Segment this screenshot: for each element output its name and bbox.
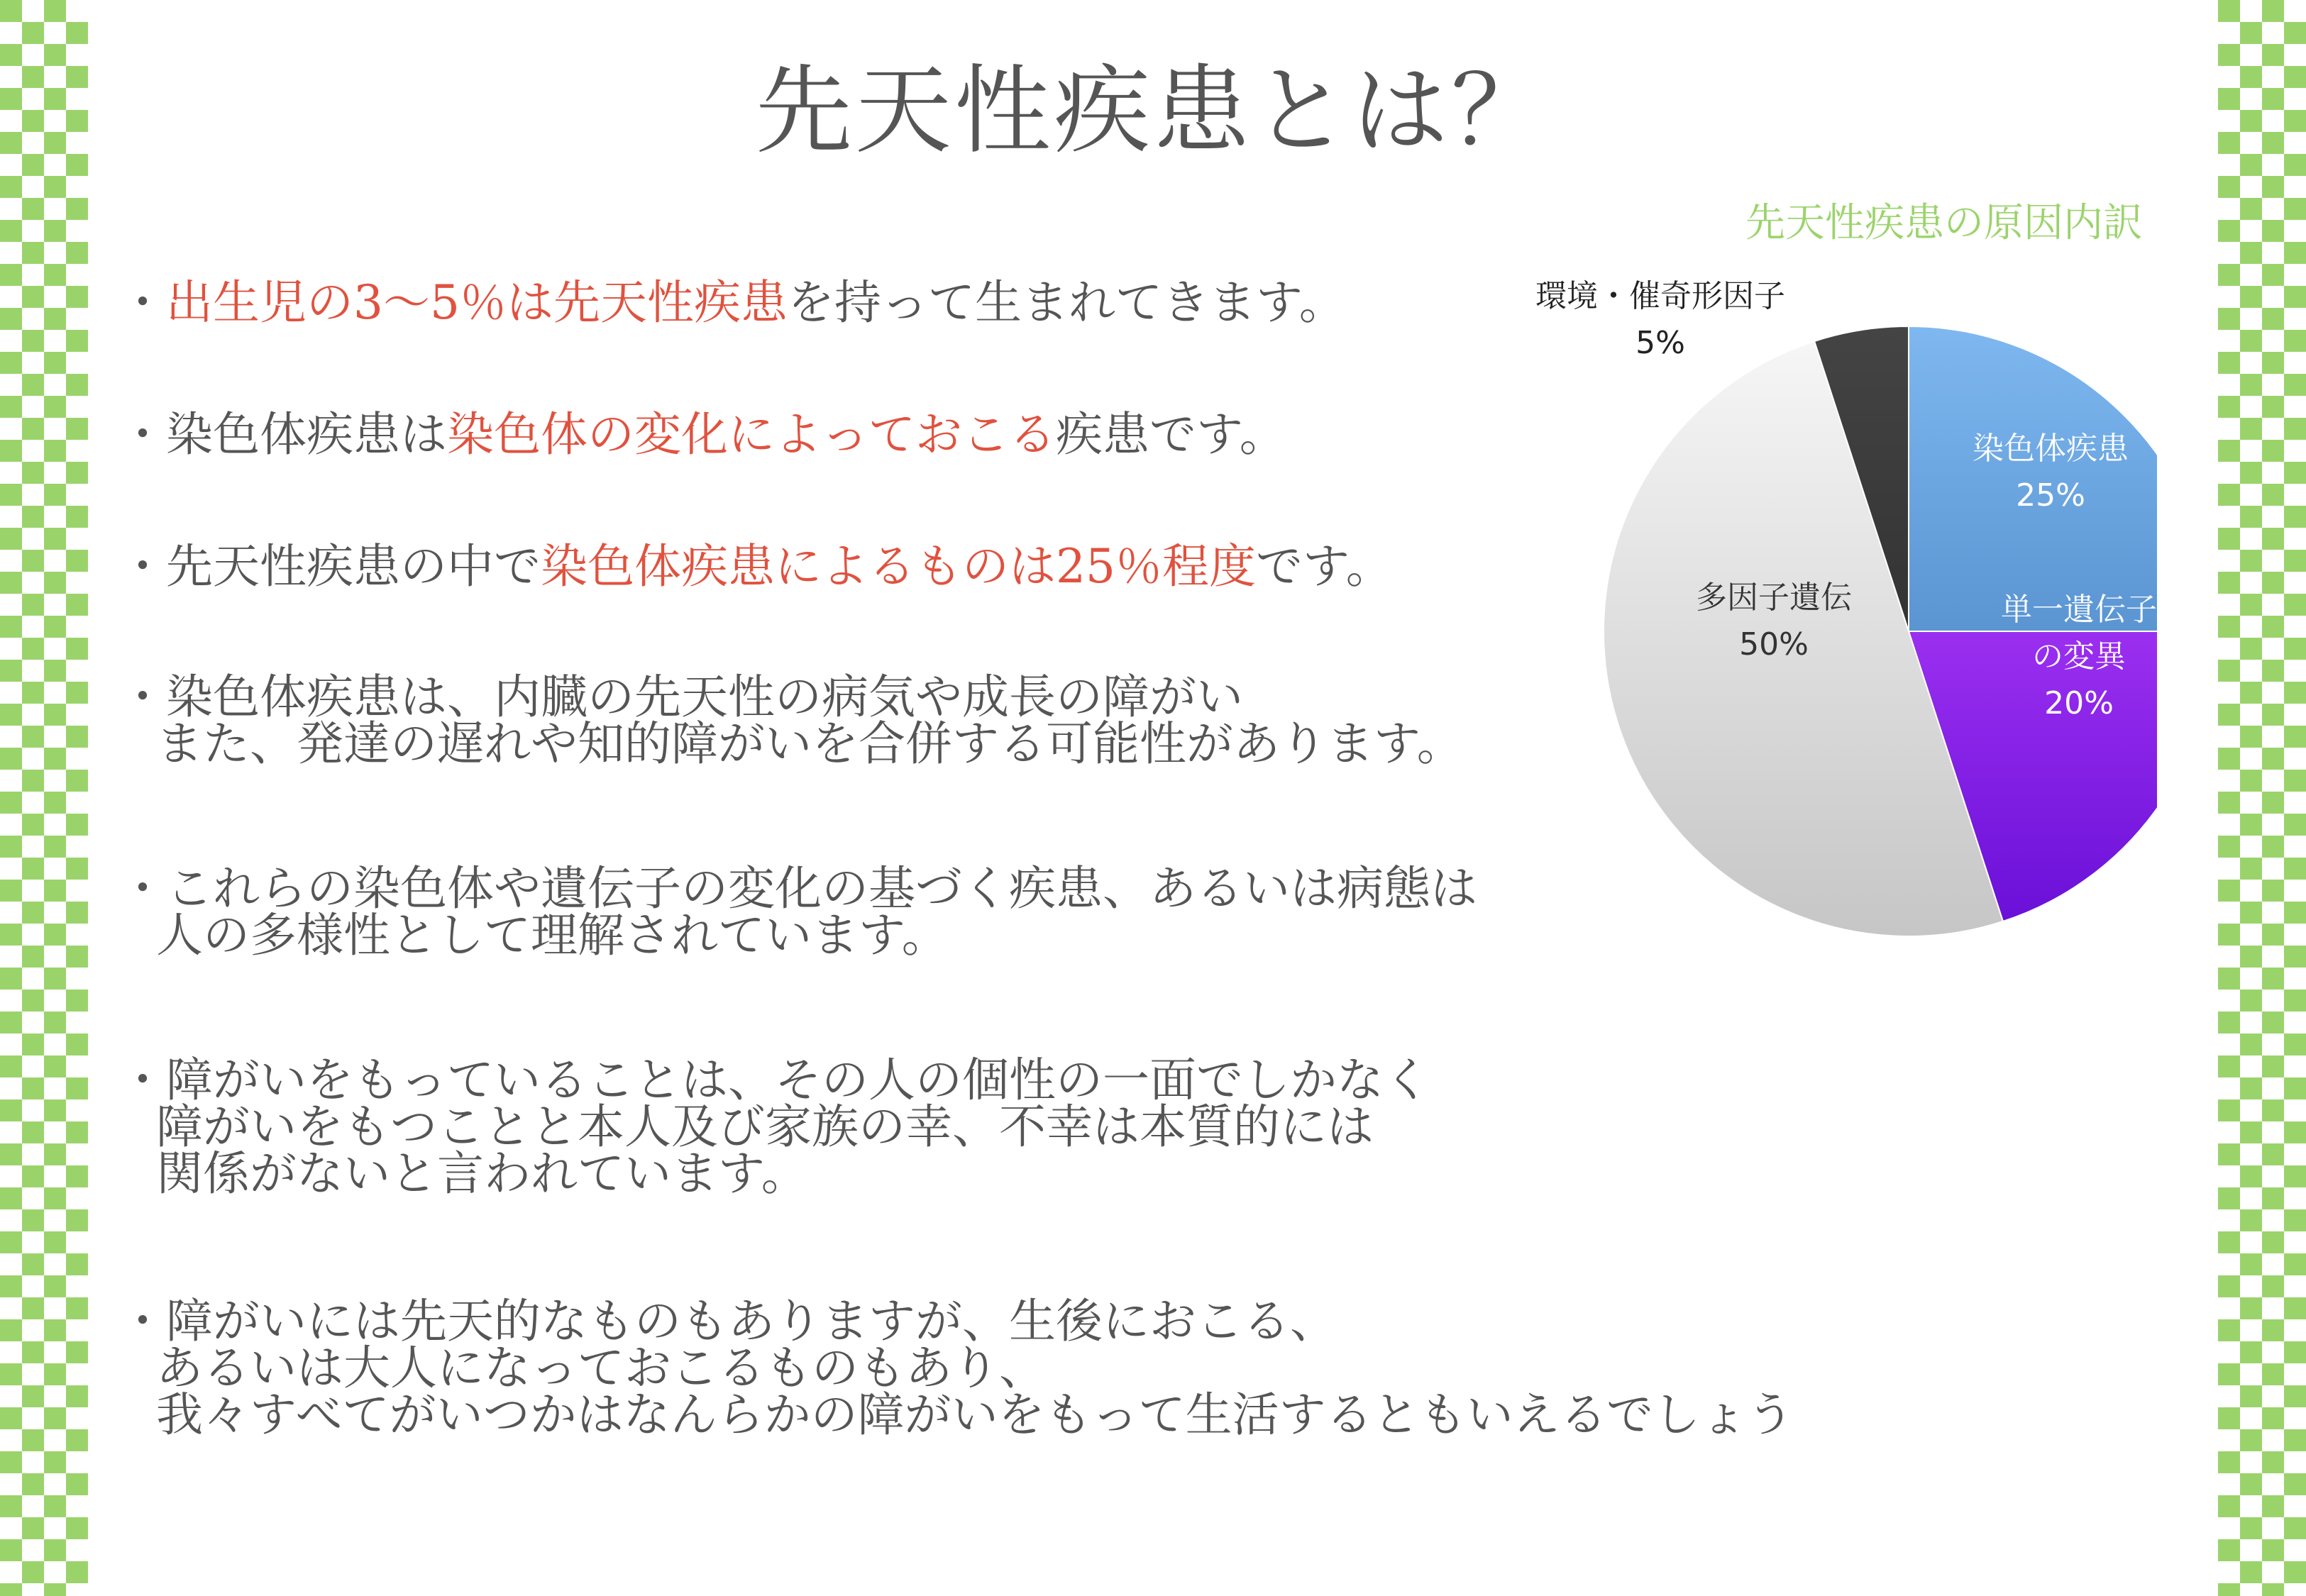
bullet-text: 人の多様性として理解されています。 xyxy=(156,908,949,963)
bullet-line xyxy=(156,1146,808,1201)
slide-title: 先天性疾患とは？ xyxy=(756,55,1550,167)
bullet-line xyxy=(119,1294,1337,1348)
bullet-text: ・ xyxy=(119,275,166,330)
bullet-line xyxy=(156,716,1464,771)
bullet-line xyxy=(119,861,1477,916)
pie-chart-svg xyxy=(1504,177,2157,958)
bullet-text: ・染色体疾患は、内臓の先天性の病気や成長の障がい xyxy=(119,670,1243,724)
bullet-text: ・障がいをもっていることは、その人の個性の一面でしかなく xyxy=(119,1053,1430,1107)
highlight-text: 出生児の3～5％は先天性疾患 xyxy=(166,275,788,330)
bullet-text: 疾患です。 xyxy=(1056,407,1286,462)
bullet-text: ・先天性疾患の中で xyxy=(119,539,541,594)
bullet-text: です。 xyxy=(1255,539,1393,594)
bullet-text: 我々すべてがいつかはなんらかの障がいをもって生活するともいえるでしょう xyxy=(156,1387,1794,1442)
bullet-line xyxy=(119,275,1346,330)
highlight-text: 染色体の変化によっておこる xyxy=(447,407,1056,462)
bullet-line xyxy=(156,908,949,963)
bullet-line xyxy=(156,1387,1794,1442)
bullet-line xyxy=(156,1099,1374,1154)
pie-slice-label: 多因子遺伝 xyxy=(1696,580,1852,616)
pie-slice-label: の変異 xyxy=(2032,638,2126,675)
highlight-text: 染色体疾患によるものは25％程度 xyxy=(541,539,1256,594)
bullet-line xyxy=(156,1341,1046,1395)
pie-slice-label: 20% xyxy=(2044,685,2114,721)
pie-slice-label: 環境・催奇形因子 xyxy=(1535,278,1785,314)
bullet-text: ・障がいには先天的なものもありますが、生後におこる、 xyxy=(119,1294,1337,1348)
bullet-text: ・染色体疾患は xyxy=(119,407,447,462)
bullet-text: また、発達の遅れや知的障がいを合併する可能性があります。 xyxy=(156,716,1464,771)
pie-slice-label: 50% xyxy=(1739,626,1809,663)
bullet-line xyxy=(119,670,1243,724)
bullet-line xyxy=(119,407,1286,462)
pie-slice-label: 染色体疾患 xyxy=(1973,431,2129,467)
bullet-line xyxy=(119,539,1393,594)
checker-pattern xyxy=(0,0,88,1596)
bullet-line xyxy=(119,1053,1430,1107)
pie-slice-label: 単一遺伝子 xyxy=(2001,592,2157,628)
chart-title: 先天性疾患の原因内訳 xyxy=(1745,200,2143,246)
pie-slice-label: 5% xyxy=(1635,325,1685,361)
pie-slice-label: 25% xyxy=(2016,477,2085,514)
left-checker-border xyxy=(0,0,88,1596)
bullet-text: 障がいをもつことと本人及び家族の幸、不幸は本質的には xyxy=(156,1099,1374,1154)
pie-chart xyxy=(1504,177,2157,958)
bullet-text: 関係がないと言われています。 xyxy=(156,1146,808,1201)
checker-pattern xyxy=(2218,0,2306,1596)
bullet-text: ・これらの染色体や遺伝子の変化の基づく疾患、あるいは病態は xyxy=(119,861,1477,916)
bullet-text: あるいは大人になっておこるものもあり、 xyxy=(156,1341,1046,1395)
right-checker-border xyxy=(2218,0,2306,1596)
bullet-text: を持って生まれてきます。 xyxy=(787,275,1346,330)
